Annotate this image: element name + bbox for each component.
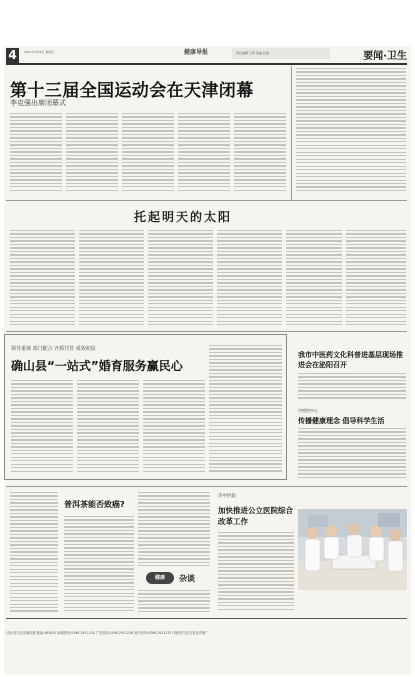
feature-column-1 (10, 230, 75, 328)
side-story-2-text (298, 428, 406, 483)
lead-subhead: 李克强出席闭幕式 (10, 99, 66, 107)
lead-column-2 (66, 113, 118, 195)
editor-line: 责任编辑 王辉 美编 张强 (236, 51, 269, 55)
side-story-2-headline: 传播健康理念 倡导科学生活 (298, 417, 385, 425)
section-title: 要闻·卫生 (363, 51, 407, 62)
side-story-1-headline: 我市中医药文化科普进基层现场推进会在泌阳召开 (298, 351, 403, 369)
lead-column-3 (122, 113, 174, 195)
header-rule (6, 63, 407, 65)
masthead: 健康导报 (184, 49, 209, 56)
hospital-story-headline: 加快推进公立医院综合改革工作 (218, 506, 293, 526)
nurses-photo (298, 509, 407, 590)
boxed-column-1 (11, 380, 73, 475)
feature-column-2 (79, 230, 144, 328)
side-story-2-kicker: 市疾控中心 (298, 408, 318, 413)
section-divider-2 (6, 331, 407, 332)
feature-column-4 (217, 230, 282, 328)
tea-column-2 (138, 492, 210, 568)
page-footer (6, 618, 407, 635)
column-badge (146, 572, 195, 584)
footer-text: 社址:驻马店市解放路 邮编:463000 新闻热线:0396-2911234 广告热线:0396-2911236 发行热线:0396-2911235 印刷:驻马店日报社印刷厂 (6, 631, 209, 635)
side-story-1-text (298, 373, 406, 403)
lead-column-5 (234, 113, 286, 195)
feature-column-6 (346, 230, 406, 328)
boxed-story-headline: 确山县“一站式”婚育服务赢民心 (11, 359, 183, 373)
feature-column-3 (148, 230, 213, 328)
tea-column-1 (64, 516, 134, 614)
boxed-column-4 (209, 345, 282, 475)
boxed-column-2 (77, 380, 139, 475)
feature-column-5 (286, 230, 342, 328)
lead-headline: 第十三届全国运动会在天津闭幕 (10, 81, 254, 101)
boxed-column-3 (143, 380, 205, 475)
tea-story-headline: 普洱茶能否致癌? (64, 500, 125, 509)
column-badge-name: 杂谈 (179, 572, 195, 583)
lead-column-4 (178, 113, 230, 195)
nurses-photo-image (298, 509, 407, 590)
boxed-story-kicker: 领导重视 部门配合 齐抓共管 成效初显 (11, 346, 96, 352)
bottom-column-1 (10, 492, 58, 614)
hospital-story-kicker: 市中医院 (218, 494, 236, 499)
section-divider-3 (6, 486, 407, 487)
date-line: 2017年9月8日 星期五 (24, 50, 55, 54)
hospital-story-text (218, 532, 294, 614)
lead-column-1 (10, 113, 62, 195)
column-badge-pill: 健康 (146, 572, 174, 584)
section-divider (6, 200, 407, 201)
column-text (138, 590, 210, 614)
page-number: 4 (6, 48, 19, 63)
right-top-column (296, 68, 406, 194)
feature-headline: 托起明天的太阳 (134, 210, 233, 224)
column-divider (291, 66, 292, 200)
